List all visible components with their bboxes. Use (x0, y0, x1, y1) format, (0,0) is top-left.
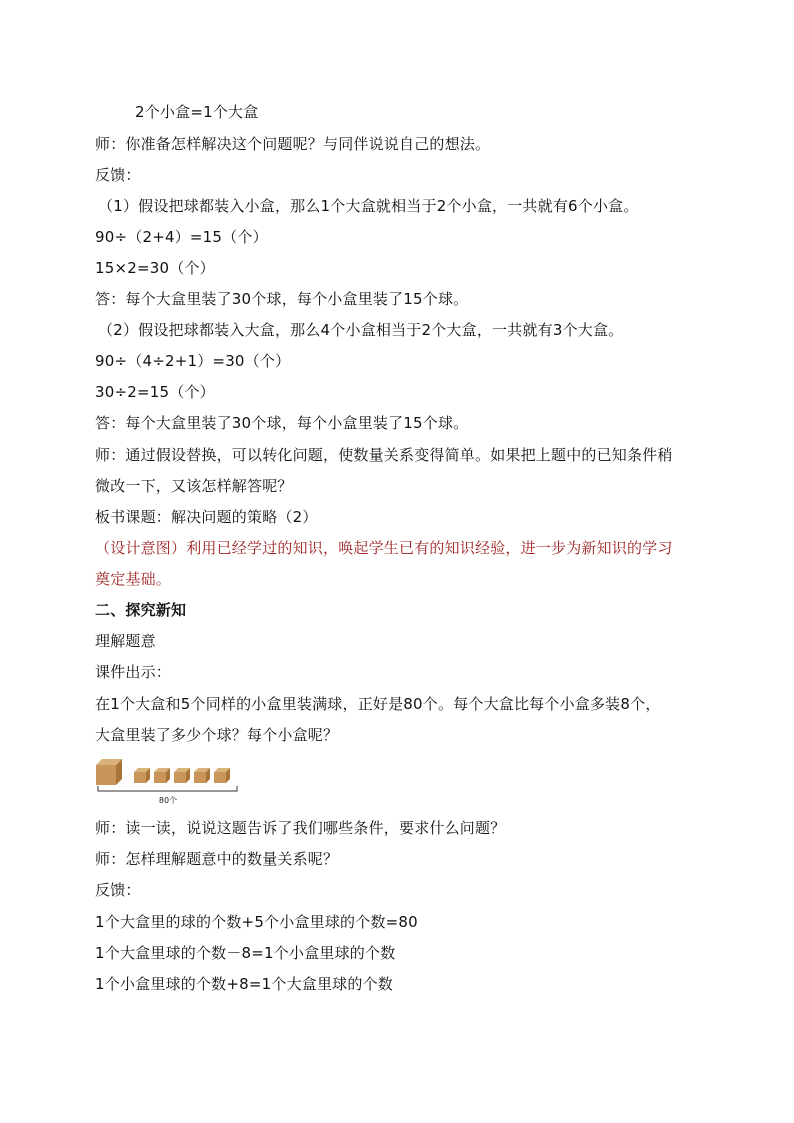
courseware-label: 课件出示： (95, 663, 172, 681)
feedback-label: 反馈： (95, 881, 141, 899)
total-brace (98, 786, 237, 791)
problem-text: 在1个大盒和5个同样的小盒里装满球，正好是80个。每个大盒比每个小盒多装8个， (95, 695, 661, 713)
teacher-line: 师：怎样理解题意中的数量关系呢？ (95, 850, 339, 868)
feedback-label: 反馈： (95, 166, 141, 184)
subheading: 理解题意 (95, 632, 156, 650)
small-box-icon (154, 768, 170, 783)
teacher-line: 师：通过假设替换，可以转化问题，使数量关系变得简单。如果把上题中的已知条件稍 (95, 446, 673, 464)
small-box-icon (194, 768, 210, 783)
small-box-icon (134, 768, 150, 783)
design-intent: （设计意图）利用已经学过的知识，唤起学生已有的知识经验，进一步为新知识的学习 (95, 539, 673, 557)
big-box-icon (96, 759, 122, 785)
answer-line: 答：每个大盒里装了30个球，每个小盒里装了15个球。 (95, 290, 469, 308)
method-2-text: （2）假设把球都装入大盒，那么4个小盒相当于2个大盒，一共就有3个大盒。 (98, 321, 624, 339)
calc-line: 30÷2=15（个） (95, 383, 215, 401)
small-box-icon (174, 768, 190, 783)
problem-text-cont: 大盒里装了多少个球？每个小盒呢？ (95, 726, 339, 744)
small-box-icon (214, 768, 230, 783)
teacher-line: 师：读一读，说说这题告诉了我们哪些条件，要求什么问题？ (95, 819, 506, 837)
board-title: 板书课题：解决问题的策略（2） (95, 508, 318, 526)
calc-line: 15×2=30（个） (95, 259, 215, 277)
equation-line: 2个小盒=1个大盒 (135, 103, 259, 121)
answer-line: 答：每个大盒里装了30个球，每个小盒里装了15个球。 (95, 414, 469, 432)
calc-line: 90÷（2+4）=15（个） (95, 228, 268, 246)
method-1-text: （1）假设把球都装入小盒，那么1个大盒就相当于2个小盒，一共就有6个小盒。 (98, 197, 639, 215)
teacher-line-cont: 微改一下，又该怎样解答呢？ (95, 477, 293, 495)
relation-line: 1个大盒里球的个数－8=1个小盒里球的个数 (95, 944, 396, 962)
boxes-illustration (94, 755, 244, 807)
teacher-line: 师：你准备怎样解决这个问题呢？与同伴说说自己的想法。 (95, 135, 491, 153)
design-intent-cont: 奠定基础。 (95, 570, 172, 588)
calc-line: 90÷（4÷2+1）=30（个） (95, 352, 291, 370)
section-heading: 二、探究新知 (95, 601, 187, 619)
relation-line: 1个小盒里球的个数+8=1个大盒里球的个数 (95, 975, 393, 993)
relation-line: 1个大盒里的球的个数+5个小盒里球的个数=80 (95, 913, 418, 931)
total-label: 80个 (158, 796, 178, 805)
